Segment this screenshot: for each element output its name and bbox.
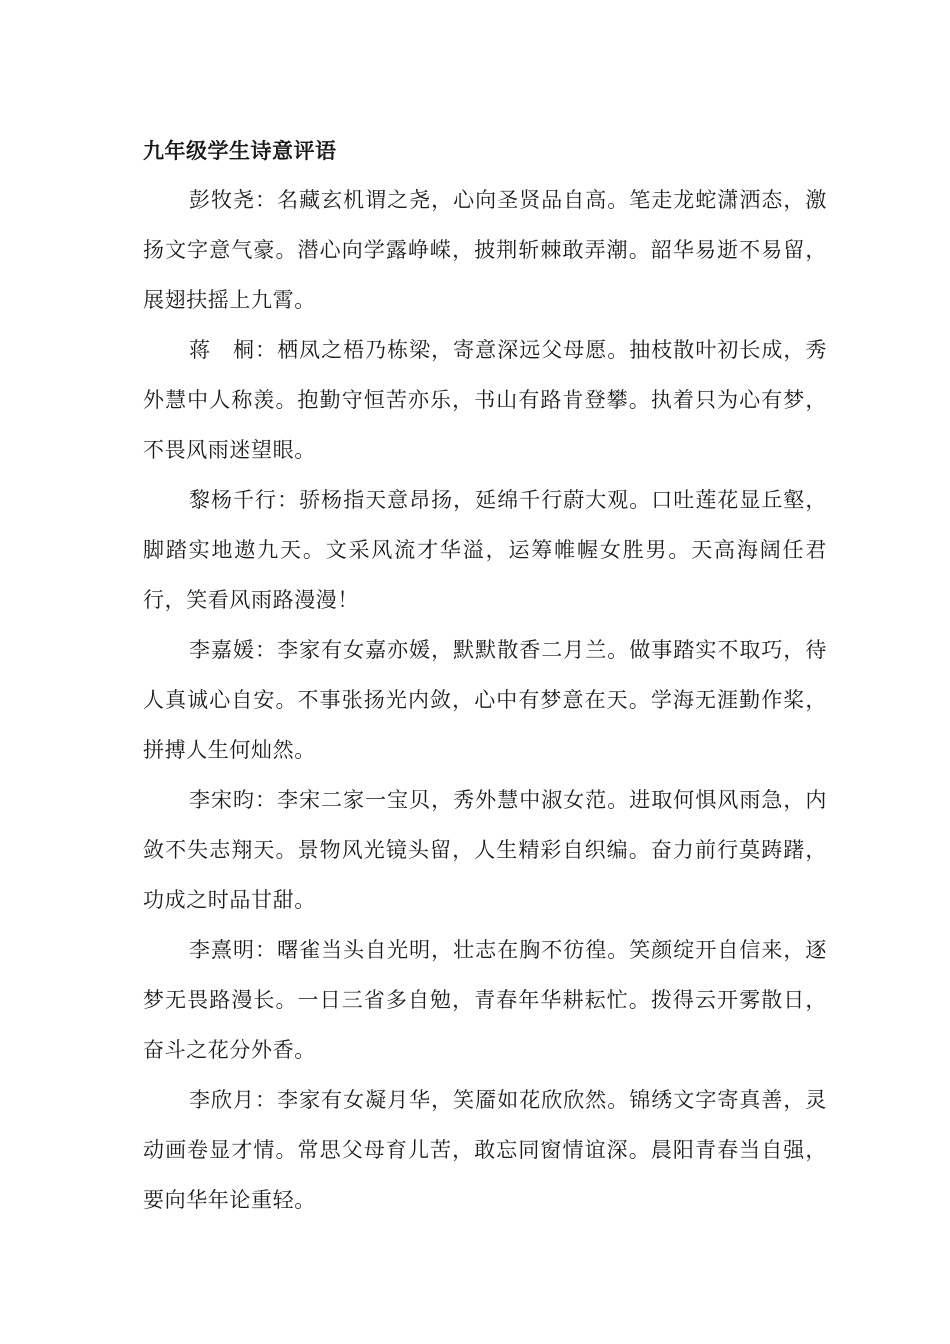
comment-text: 名藏玄机谓之尧，心向圣贤品自高。笔走龙蛇潇洒态，激扬文字意气豪。潜心向学露峥嵘，披荆斩棘敢弄潮。韶华易逝不易留，展翅扶摇上九霄。	[143, 188, 827, 312]
student-name: 黎杨千行	[189, 488, 278, 512]
comment-text: 李家有女嘉亦媛，默默散香二月兰。做事踏实不取巧，待人真诚心自安。不事张扬光内敛，心中有梦意在天。学海无涯勤作桨，拼搏人生何灿然。	[143, 638, 827, 762]
document-title: 九年级学生诗意评语	[143, 139, 337, 163]
name-separator: ：	[255, 938, 278, 962]
student-name: 蒋 桐	[189, 338, 256, 362]
student-comment	[143, 775, 827, 925]
name-separator: ：	[255, 338, 278, 362]
name-separator: ：	[255, 1088, 278, 1112]
comment-text: 李宋二家一宝贝，秀外慧中淑女范。进取何惧风雨急，内敛不失志翔天。景物风光镜头留，人生精彩自织编。奋力前行莫踌躇，功成之时品甘甜。	[143, 788, 827, 912]
student-comment	[143, 925, 827, 1075]
name-separator: ：	[255, 638, 278, 662]
student-comment	[143, 325, 827, 475]
student-name: 彭牧尧	[189, 188, 256, 212]
student-name: 李宋昀	[189, 788, 256, 812]
student-name: 李嘉媛	[189, 638, 256, 662]
comment-text: 骄杨指天意昂扬，延绵千行蔚大观。口吐莲花显丘壑，脚踏实地遨九天。文采风流才华溢，运筹帷幄女胜男。天高海阔任君行，笑看风雨路漫漫！	[143, 488, 827, 612]
student-comment	[143, 625, 827, 775]
comment-text: 李家有女凝月华，笑靥如花欣欣然。锦绣文字寄真善，灵动画卷显才情。常思父母育儿苦，敢忘同窗情谊深。晨阳青春当自强，要向华年论重轻。	[143, 1088, 827, 1212]
comment-text: 曙雀当头自光明，壮志在胸不彷徨。笑颜绽开自信来，逐梦无畏路漫长。一日三省多自勉，青春年华耕耘忙。拨得云开雾散日，奋斗之花分外香。	[143, 938, 827, 1062]
comment-text: 栖凤之梧乃栋梁，寄意深远父母愿。抽枝散叶初长成，秀外慧中人称羡。抱勤守恒苦亦乐，书山有路肯登攀。执着只为心有梦，不畏风雨迷望眼。	[143, 338, 827, 462]
name-separator: ：	[255, 788, 278, 812]
name-separator: ：	[277, 488, 300, 512]
student-comment	[143, 175, 827, 325]
student-comment	[143, 475, 827, 625]
student-name: 李欣月	[189, 1088, 256, 1112]
student-name: 李熹明	[189, 938, 256, 962]
student-comment	[143, 1075, 827, 1225]
name-separator: ：	[255, 188, 278, 212]
